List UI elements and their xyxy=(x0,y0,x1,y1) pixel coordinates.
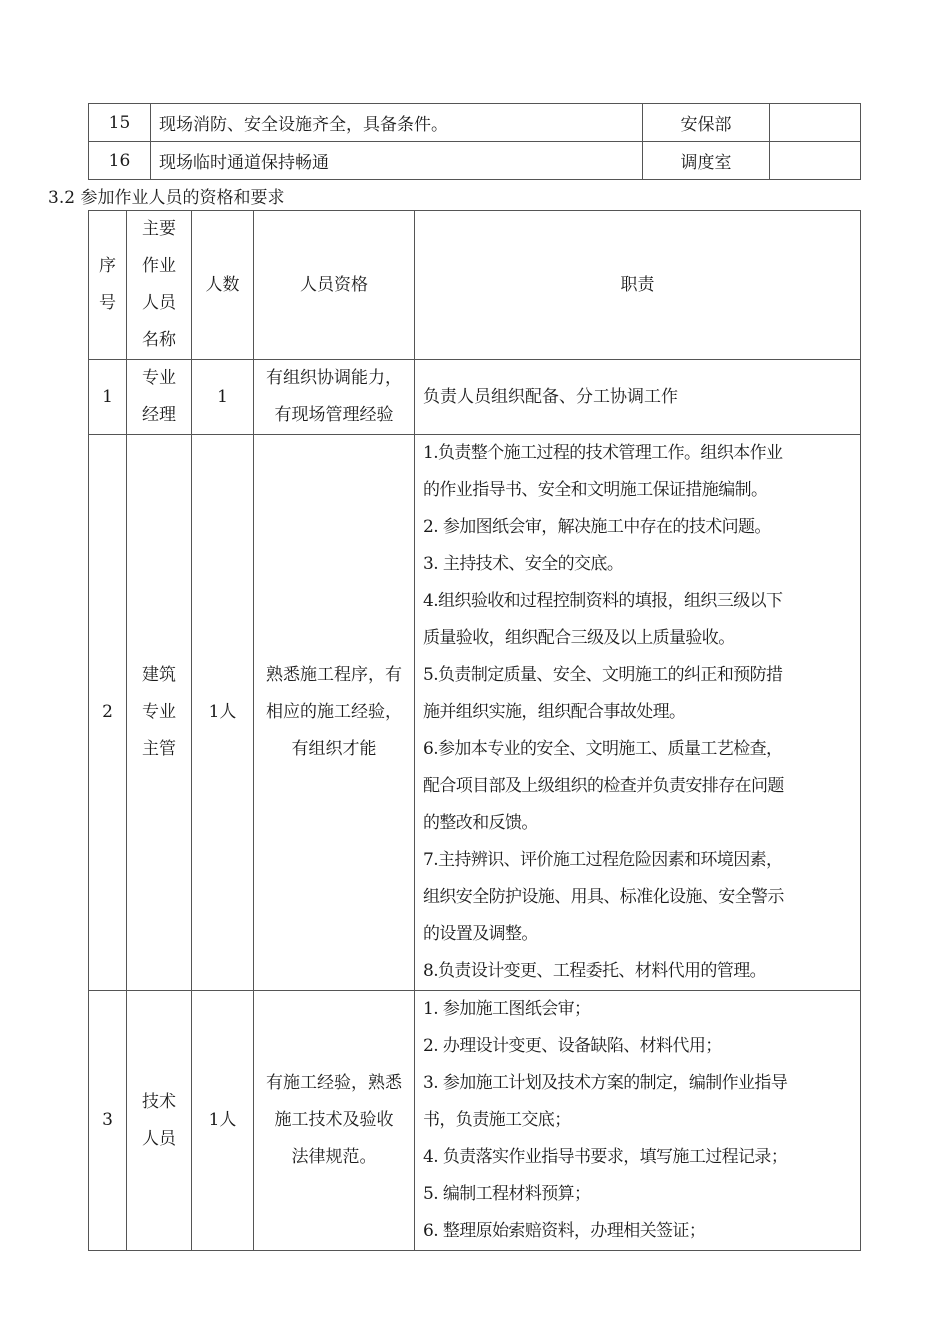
header-count: 人数 xyxy=(192,211,254,360)
table-row xyxy=(89,142,861,180)
header-no: 序 号 xyxy=(89,211,127,360)
qualification: 有施工经验，熟悉 施工技术及验收 法律规范。 xyxy=(254,991,415,1251)
duties: 负责人员组织配备、分工协调工作 xyxy=(415,360,861,435)
section-heading: 3.2 参加作业人员的资格和要求 xyxy=(48,188,285,208)
staff-table xyxy=(88,210,861,1251)
remark-cell xyxy=(770,142,861,180)
role-name: 专业 经理 xyxy=(127,360,192,435)
responsible-dept: 安保部 xyxy=(643,104,770,142)
row-number: 1 xyxy=(89,360,127,435)
table-row xyxy=(89,360,861,435)
duties: 1. 参加施工图纸会审； 2. 办理设计变更、设备缺陷、材料代用； 3. 参加施工计划及技术方案的制定，编制作业指导 书，负责施工交底； 4. 负责落实作业指导书要求，填写施工过程记录； 5. 编制工程材料预算； 6. 整理原始索赔资料，办理相关签证； xyxy=(415,991,861,1251)
check-item: 现场消防、安全设施齐全，具备条件。 xyxy=(151,104,643,142)
staff-count: 1人 xyxy=(192,991,254,1251)
row-number: 3 xyxy=(89,991,127,1251)
table-row xyxy=(89,435,861,991)
row-number: 2 xyxy=(89,435,127,991)
row-number: 15 xyxy=(89,104,151,142)
table-row xyxy=(89,104,861,142)
role-name: 建筑 专业 主管 xyxy=(127,435,192,991)
header-duties: 职责 xyxy=(415,211,861,360)
header-role-name: 主要 作业 人员 名称 xyxy=(127,211,192,360)
remark-cell xyxy=(770,104,861,142)
role-name: 技术 人员 xyxy=(127,991,192,1251)
check-item: 现场临时通道保持畅通 xyxy=(151,142,643,180)
responsible-dept: 调度室 xyxy=(643,142,770,180)
qualification: 有组织协调能力， 有现场管理经验 xyxy=(254,360,415,435)
table-header-row xyxy=(89,211,861,360)
header-qualification: 人员资格 xyxy=(254,211,415,360)
staff-count: 1 xyxy=(192,360,254,435)
qualification: 熟悉施工程序，有 相应的施工经验， 有组织才能 xyxy=(254,435,415,991)
row-number: 16 xyxy=(89,142,151,180)
checklist-table xyxy=(88,103,861,180)
duties: 1.负责整个施工过程的技术管理工作。组织本作业 的作业指导书、安全和文明施工保证措施编制。 2. 参加图纸会审，解决施工中存在的技术问题。 3. 主持技术、安全的交底。 4.组织验收和过程控制资料的填报，组织三级以下 质量验收，组织配合三级及以上质量验收。 5.负责制定质量、安全、文明施工的纠正和预防措 施并组织实施，组织配合事故处理。 6.参加本专业的安全、文明施工、质量工艺检查， 配合项目部及上级组织的检查并负责安排存在问题 的整改和反馈。 7.主持辨识、评价施工过程危险因素和环境因素， 组织安全防护设施、用具、标准化设施、安全警示 的设置及调整。 8.负责设计变更、工程委托、材料代用的管理。 xyxy=(415,435,861,991)
staff-count: 1人 xyxy=(192,435,254,991)
table-row xyxy=(89,991,861,1251)
